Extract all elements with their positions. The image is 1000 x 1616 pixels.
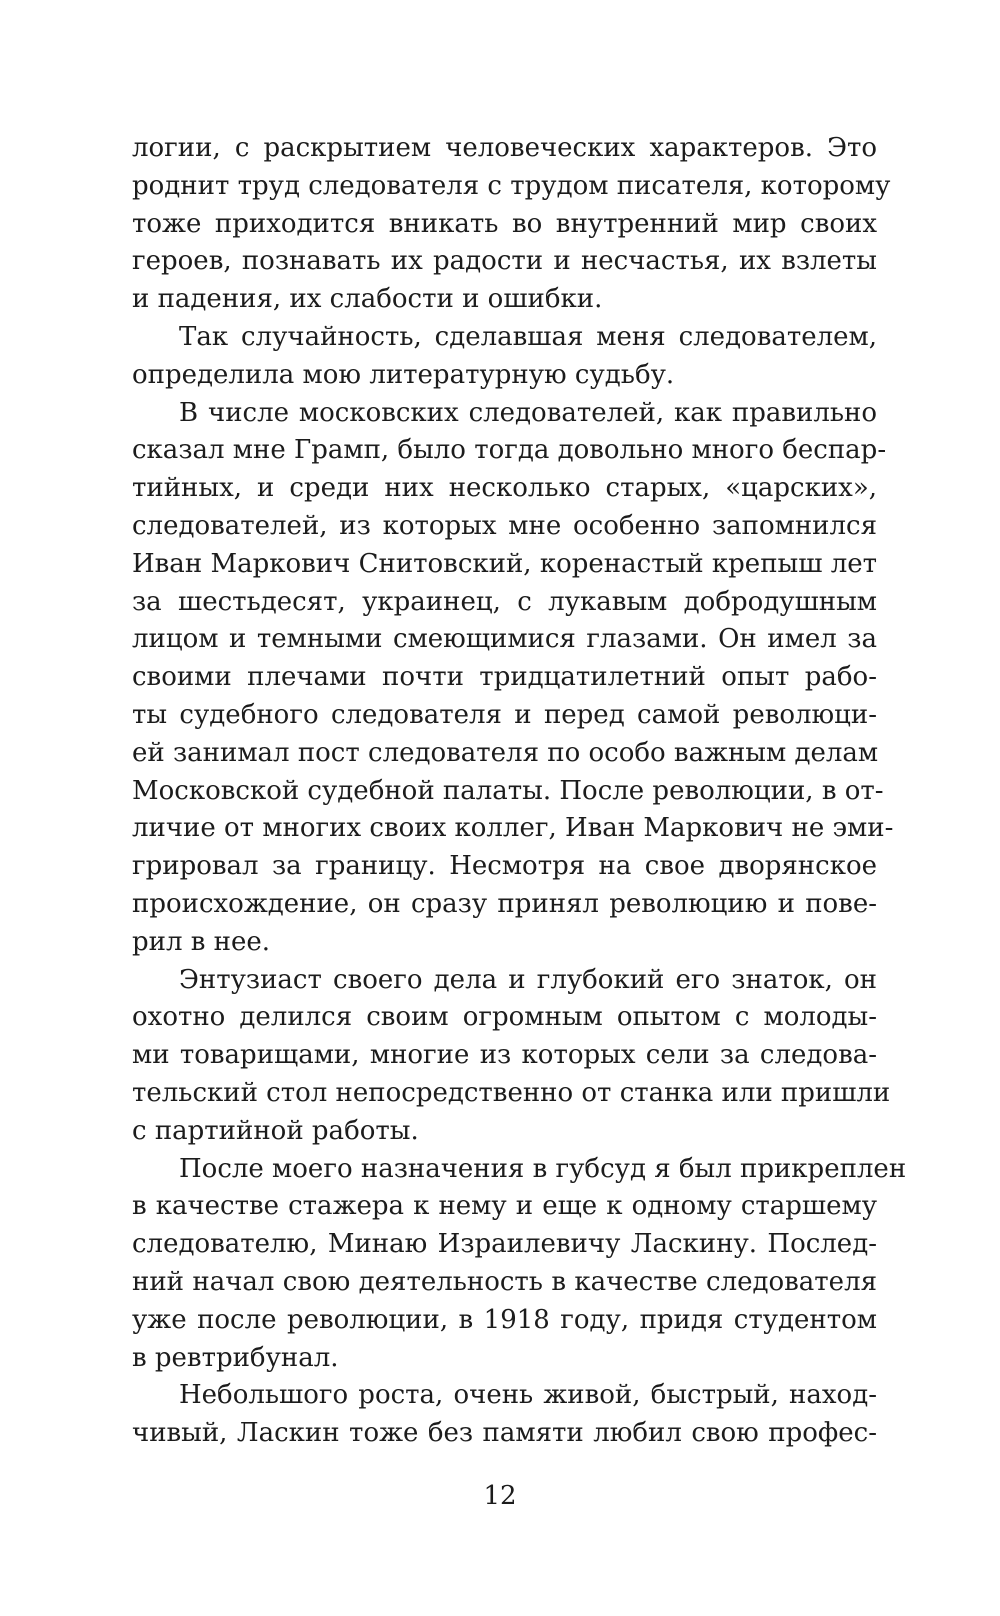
paragraph [132,1377,877,1453]
text-line: тоже приходится вникать во внутренний мир своих [132,208,877,239]
text-line: сказал мне Грамп, было тогда довольно много беспар- [132,435,887,466]
text-line: Иван Маркович Снитовский, коренастый крепыш лет [132,548,877,579]
text-line: в качестве стажера к нему и еще к одному старшему [132,1191,877,1222]
paragraph [132,1151,907,1378]
text-line: ей занимал пост следователя по особо важным делам [132,737,879,768]
text-line: чивый, Ласкин тоже без памяти любил свою профес- [132,1418,877,1449]
text-line: уже после революции, в 1918 году, придя студентом [132,1304,877,1335]
text-line: лицом и темными смеющимися глазами. Он имел за [132,624,877,655]
text-line: следователю, Минаю Израилевичу Ласкину. Послед- [132,1229,877,1260]
page-number: 12 [483,1481,517,1511]
text-line: После моего назначения в губсуд я был прикреплен [179,1153,907,1184]
paragraph [132,962,891,1151]
text-line: В числе московских следователей, как правильно [179,397,877,428]
text-line: Небольшого роста, очень живой, быстрый, наход- [179,1380,877,1411]
paragraph [132,319,877,395]
text-line: личие от многих своих коллег, Иван Маркович не эми- [132,813,894,844]
text-line: ми товарищами, многие из которых сели за следова- [132,1040,877,1071]
text-line: грировал за границу. Несмотря на свое дворянское [132,851,877,882]
text-line: героев, познавать их радости и несчастья, их взлеты [132,246,877,277]
text-line: Так случайность, сделавшая меня следователем, [179,321,877,352]
text-line: своими плечами почти тридцатилетний опыт рабо- [132,662,877,693]
text-line: роднит труд следователя с трудом писателя, которому [132,170,891,201]
text-line: происхождение, он сразу принял революцию и пове- [132,888,877,919]
text-line: рил в нее. [132,926,271,957]
paragraph [132,130,891,319]
text-line: логии, с раскрытием человеческих характеров. Это [132,133,877,163]
text-line: в ревтрибунал. [132,1342,339,1373]
body-text [132,130,907,1453]
text-line: охотно делился своим огромным опытом с молоды- [132,1002,877,1033]
paragraph [132,395,894,962]
text-line: с партийной работы. [132,1115,419,1146]
text-line: Московской судебной палаты. После революции, в от- [132,775,884,806]
text-line: ты судебного следователя и перед самой революци- [132,699,877,730]
text-line: Энтузиаст своего дела и глубокий его знаток, он [179,964,877,995]
text-line: ний начал свою деятельность в качестве следователя [132,1266,877,1297]
text-line: определила мою литературную судьбу. [132,359,675,390]
text-line: следователей, из которых мне особенно запомнился [132,510,877,541]
text-line: и падения, их слабости и ошибки. [132,284,603,315]
text-line: за шестьдесят, украинец, с лукавым добродушным [132,586,877,617]
text-line: тийных, и среди них несколько старых, «царских», [132,473,877,504]
text-line: тельский стол непосредственно от станка или пришли [132,1077,891,1108]
